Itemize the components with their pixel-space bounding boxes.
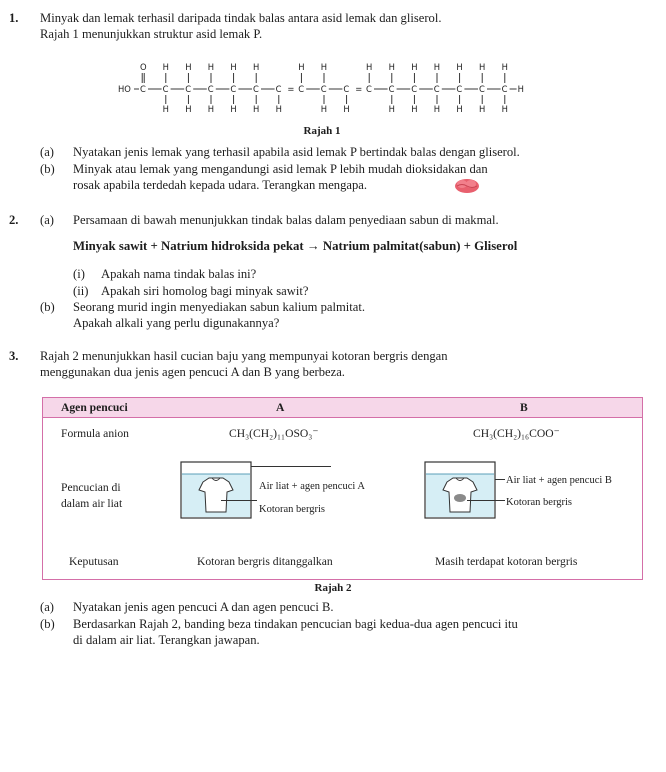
hydrogen-atom: H (456, 62, 463, 72)
carbon-atom: C (456, 84, 463, 94)
brain-icon (452, 177, 482, 195)
hydrogen-atom: H (411, 62, 418, 72)
beaker-b-dirt-pointer (467, 500, 505, 501)
question-3-line-2: menggunakan dua jenis agen pencuci A dan B yang berbeza. (40, 365, 345, 379)
hydrogen-atom: H (479, 104, 486, 114)
hydrogen-atom: H (411, 104, 418, 114)
hydrogen-atom: H (185, 104, 192, 114)
q1-part-b-line-1: Minyak atau lemak yang mengandungi asid lemak P lebih mudah dioksidakan dan (73, 162, 488, 176)
hydrogen-atom: H (343, 104, 350, 114)
hydrogen-atom: H (479, 62, 486, 72)
table-header-row (43, 398, 642, 418)
carbon-atom: C (320, 84, 327, 94)
q2-part-b-line-2: Apakah alkali yang perlu digunakannya? (73, 316, 280, 330)
hydrogen-atom: H (320, 62, 328, 72)
question-2-number: 2. (9, 213, 19, 227)
beaker-b-water-label: Air liat + agen pencuci B (506, 475, 612, 486)
carbon-atom: C (343, 84, 350, 94)
hydrogen-atom: H (253, 104, 260, 114)
hydrogen-atom: H (388, 62, 395, 72)
figure-1-label: Rajah 1 (303, 125, 341, 137)
q1-part-a-text: Nyatakan jenis lemak yang terhasil apabila asid lemak P bertindak balas dengan gliserol. (73, 145, 520, 159)
hydrogen-atom: H (433, 62, 441, 72)
q3-part-a-text: Nyatakan jenis agen pencuci A dan agen pencuci B. (73, 600, 334, 614)
q3-part-b-line-1: Berdasarkan Rajah 2, banding beza tindakan pencucian bagi kedua-dua agen pencuci itu (73, 617, 518, 631)
carbon-atom: C (433, 84, 440, 94)
formula-a: CH₃(CH₂)₁₁OSO₃⁻ (229, 427, 319, 440)
q2-part-ii-label: (ii) (73, 284, 89, 298)
beaker-a-dirt-pointer (221, 500, 257, 501)
carbon-atom: C (185, 84, 192, 94)
beaker-a-water-pointer (251, 466, 331, 467)
beaker-b-water-pointer (495, 479, 505, 480)
q3-part-b-label: (b) (40, 617, 55, 631)
hydrogen-atom: H (162, 62, 169, 72)
carbon-atom: C (479, 84, 485, 94)
soap-equation: Minyak sawit + Natrium hidroksida pekat → Natrium palmitat(sabun) + Gliserol (73, 239, 518, 253)
header-b: B (520, 401, 528, 414)
double-bond-cc: = (355, 84, 363, 94)
header-a: A (276, 401, 285, 414)
row-wash-label-1: Pencucian di (61, 481, 121, 494)
detergent-comparison-table (42, 397, 643, 580)
q3-part-a-label: (a) (40, 600, 54, 614)
hydrogen-atom: H (501, 104, 508, 114)
hydrogen-atom: H (388, 104, 395, 114)
figure-2-label: Rajah 2 (314, 582, 352, 594)
carbon-atom: C (411, 84, 418, 94)
hydrogen-atom: H (207, 104, 215, 114)
hydrogen-atom: H (275, 104, 282, 114)
hydroxyl-group: HO (118, 84, 131, 94)
carbonyl-oxygen: O (140, 62, 147, 72)
question-1-number: 1. (9, 11, 19, 25)
q2-part-i-label: (i) (73, 267, 85, 281)
hydrogen-atom: H (501, 62, 508, 72)
hydrogen-atom: H (320, 104, 328, 114)
fatty-acid-structure (112, 56, 542, 122)
hydrogen-atom: H (298, 62, 305, 72)
q2-part-ii-text: Apakah siri homolog bagi minyak sawit? (101, 284, 309, 298)
carbon-atom: C (501, 84, 508, 94)
row-wash-label-2: dalam air liat (61, 497, 123, 510)
hydrogen-atom: H (185, 62, 192, 72)
q2-part-a-label: (a) (40, 213, 54, 227)
terminal-hydrogen: H (517, 84, 524, 94)
hydrogen-atom: H (433, 104, 441, 114)
hydrogen-atom: H (230, 62, 237, 72)
question-1-line-1: Minyak dan lemak terhasil daripada tindak balas antara asid lemak dan gliserol. (40, 11, 442, 25)
carbon-atom: C (207, 84, 214, 94)
q3-part-b-line-2: di dalam air liat. Terangkan jawapan. (73, 633, 260, 647)
question-3-line-1: Rajah 2 menunjukkan hasil cucian baju yang mempunyai kotoran bergris dengan (40, 349, 448, 363)
formula-b: CH₃(CH₂)₁₆COO⁻ (473, 427, 560, 440)
q2-part-i-text: Apakah nama tindak balas ini? (101, 267, 257, 281)
beaker-a (179, 458, 253, 520)
result-b: Masih terdapat kotoran bergris (435, 555, 578, 568)
carbon-atom: C (388, 84, 395, 94)
hydrogen-atom: H (230, 104, 237, 114)
hydrogen-atom: H (253, 62, 260, 72)
q1-part-b-label: (b) (40, 162, 55, 176)
carbon-atom: C (366, 84, 372, 94)
row-result-label: Keputusan (69, 555, 119, 568)
carbon-atom: C (298, 84, 305, 94)
question-3-number: 3. (9, 349, 19, 363)
hydrogen-atom: H (366, 62, 373, 72)
carbon-atom: C (140, 84, 146, 94)
row-formula-label: Formula anion (61, 427, 129, 440)
double-bond-cc: = (287, 84, 295, 94)
beaker-b-dirt-label: Kotoran bergris (506, 497, 572, 508)
carbon-atom: C (275, 84, 282, 94)
q1-part-b-line-2: rosak apabila terdedah kepada udara. Terangkan mengapa. (73, 178, 367, 192)
q2-part-b-label: (b) (40, 300, 55, 314)
carbon-atom: C (253, 84, 259, 94)
result-a: Kotoran bergris ditanggalkan (197, 555, 333, 568)
hydrogen-atom: H (162, 104, 169, 114)
header-agent: Agen pencuci (61, 401, 128, 414)
hydrogen-atom: H (456, 104, 463, 114)
q1-part-a-label: (a) (40, 145, 54, 159)
beaker-b (423, 458, 497, 520)
q2-part-b-line-1: Seorang murid ingin menyediakan sabun kalium palmitat. (73, 300, 366, 314)
carbon-atom: C (162, 84, 169, 94)
carbon-atom: C (230, 84, 237, 94)
q2-part-a-text: Persamaan di bawah menunjukkan tindak balas dalam penyediaan sabun di makmal. (73, 213, 499, 227)
beaker-a-water-label: Air liat + agen pencuci A (259, 481, 365, 492)
beaker-a-dirt-label: Kotoran bergris (259, 504, 325, 515)
question-1-line-2: Rajah 1 menunjukkan struktur asid lemak P. (40, 27, 263, 41)
hydrogen-atom: H (207, 62, 215, 72)
